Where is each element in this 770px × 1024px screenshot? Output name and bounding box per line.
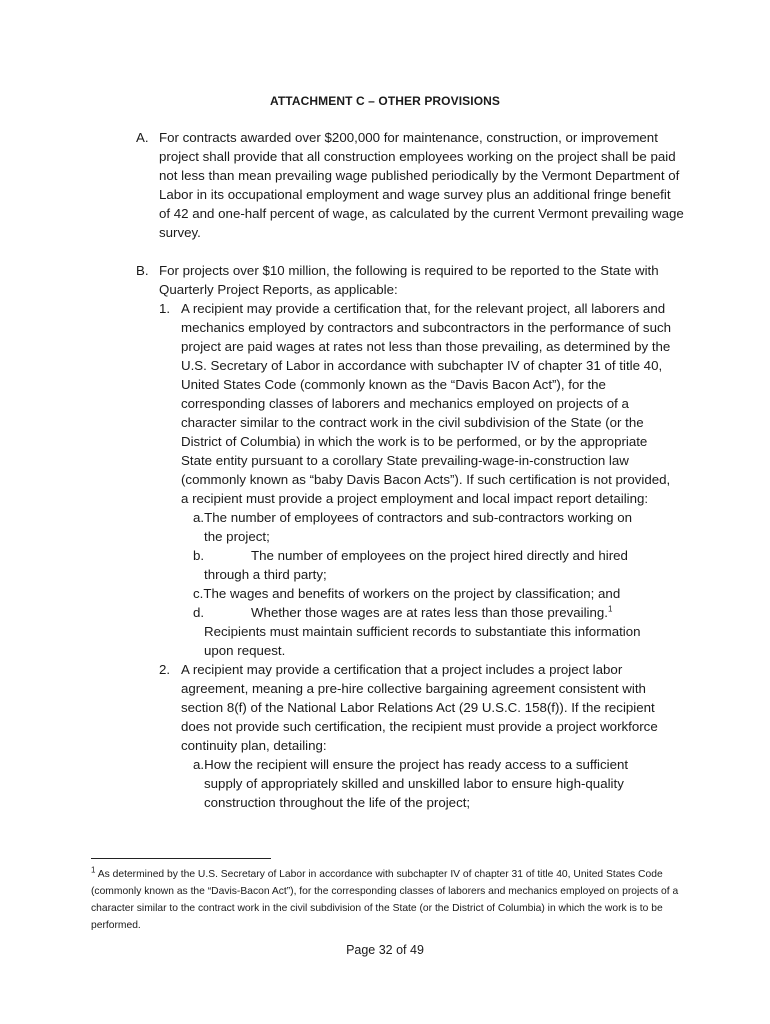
sub-item-1b-marker: b. <box>193 548 205 563</box>
sub-item-1d-first-line: Whether those wages are at rates less than those prevailing. <box>251 605 608 620</box>
sub-item-1d-rest: Recipients must maintain sufficient records to substantiate this information upon request. <box>204 624 641 658</box>
sub-item-2a-line <box>193 755 653 774</box>
footnote-marker: 1 <box>91 865 96 875</box>
sub-item-1a-first-line: The number of employees of contractors and sub-contractors working on <box>204 510 633 525</box>
sub-item-1a <box>193 508 653 546</box>
sub-item-1d-line <box>193 603 653 622</box>
footnote-separator <box>91 858 271 859</box>
sub-item-1a-marker: a. <box>193 510 205 525</box>
sub-item-1c <box>193 584 653 603</box>
sub-item-1b <box>193 546 653 584</box>
footnote-ref[interactable]: 1 <box>608 604 613 614</box>
sub-item-1a-line <box>193 508 653 527</box>
sub-item-1c-line <box>193 584 653 603</box>
section-a-text: For contracts awarded over $200,000 for maintenance, construction, or improvement project shall provide that all construction employees working on the project shall be paid not less than mean prevailing wage published periodically by the Vermont Department of Labor in its occupational employment and wage survey plus an additional fringe benefit of 42 and one-half percent of wage, as calculated by the current Vermont prevailing wage survey. <box>159 130 684 240</box>
sub-item-1b-rest: through a third party; <box>204 567 327 582</box>
sub-item-1d-marker: d. <box>193 605 205 620</box>
list-item-1 <box>159 299 679 660</box>
sub-item-2a-first-line: How the recipient will ensure the project has ready access to a sufficient <box>204 757 629 772</box>
list-item-1-text: A recipient may provide a certification that, for the relevant project, all laborers and mechanics employed by contractors and subcontractors in the performance of such project are paid wages at rates not less than those prevailing, as determined by the U.S. Secretary of Labor in accordance with subchapter IV of chapter 31 of title 40, United States Code (commonly known as the “Davis Bacon Act”), for the corresponding classes of laborers and mechanics employed on projects of a character similar to the contract work in the civil subdivision of the State (or the District of Columbia) in which the work is to be performed, or by the appropriate State entity pursuant to a corollary State prevailing-wage-in-construction law (commonly known as “baby Davis Bacon Acts”). If such certification is not provided, a recipient must provide a project employment and local impact report detailing: <box>181 301 672 506</box>
list-item-1-marker: 1. <box>159 301 171 316</box>
section-b-marker: B. <box>136 263 149 278</box>
list-item-2-marker: 2. <box>159 662 171 677</box>
list-item-2-text: A recipient may provide a certification that a project includes a project labor agreement, meaning a pre-hire collective bargaining agreement consistent with section 8(f) of the National Labor Relations Act (29 U.S.C. 158(f)). If the recipient does not provide such certification, the recipient must provide a project workforce continuity plan, detailing: <box>181 662 658 753</box>
sub-item-1c-first-line: The wages and benefits of workers on the project by classification; and <box>203 586 621 601</box>
list-item-2 <box>159 660 679 812</box>
sub-item-1c-marker: c. <box>193 586 204 601</box>
section-a-marker: A. <box>136 130 149 145</box>
sub-item-1b-line <box>193 546 653 565</box>
sub-item-2a-marker: a. <box>193 757 205 772</box>
footnote-text: As determined by the U.S. Secretary of Labor in accordance with subchapter IV of chapter 31 of title 40, United States Code (commonly known as the “Davis-Bacon Act”), for the corresponding classes of laborers and mechanics employed on projects of a character similar to the contract work in the civil subdivision of the State (or the District of Columbia) in which the work is to be performed. <box>91 869 679 931</box>
sub-item-2a-rest: supply of appropriately skilled and unskilled labor to ensure high-quality construction throughout the life of the project; <box>204 776 624 810</box>
page-title: ATTACHMENT C – OTHER PROVISIONS <box>270 94 500 108</box>
sub-item-1b-first-line: The number of employees on the project hired directly and hired <box>251 548 628 563</box>
sub-item-2a <box>193 755 653 812</box>
section-b-intro: For projects over $10 million, the following is required to be reported to the State with Quarterly Project Reports, as applicable: <box>159 263 659 297</box>
sub-item-1a-rest: the project; <box>204 529 270 544</box>
section-b <box>136 261 684 812</box>
sub-item-1d <box>193 603 653 660</box>
section-a <box>136 128 684 242</box>
footnote <box>91 866 681 934</box>
page-number: Page 32 of 49 <box>346 943 424 957</box>
